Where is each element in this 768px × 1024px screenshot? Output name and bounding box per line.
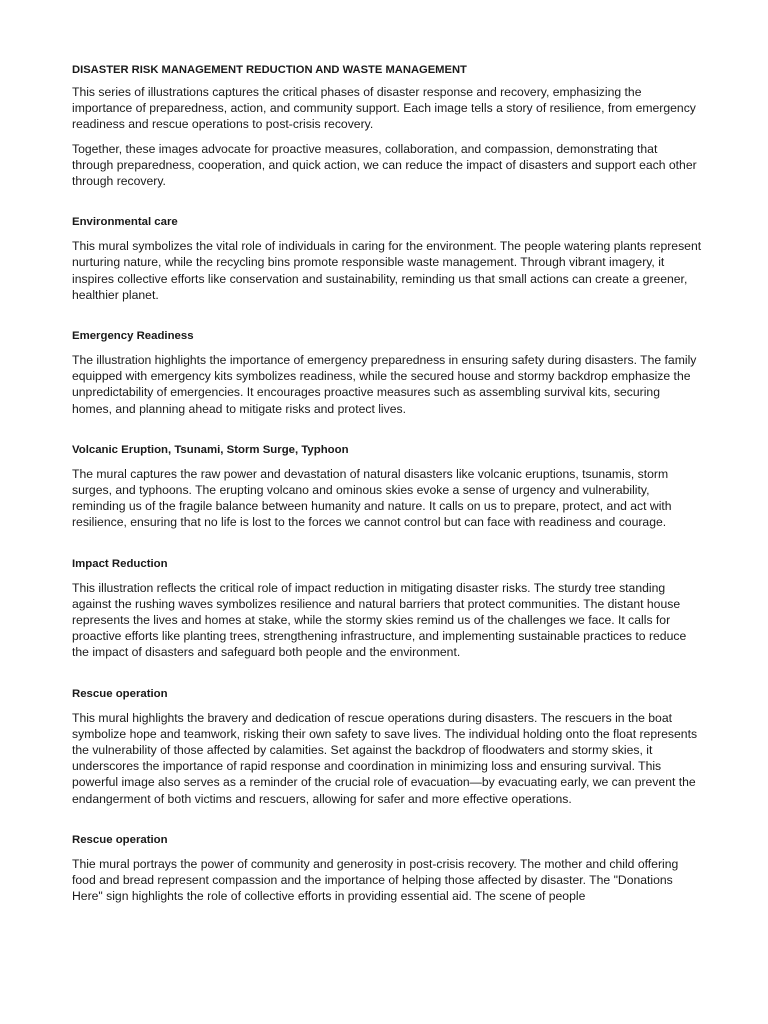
document-title: DISASTER RISK MANAGEMENT REDUCTION AND WASTE MANAGEMENT — [72, 64, 467, 76]
section-body: This illustration reflects the critical role of impact reduction in mitigating disaster risks. The sturdy tree standing against the rushing waves symbolizes resilience and natural barriers that protect communities. The distant house represents the lives and homes at stake, while the stormy skies remind us of the challenges we face. It calls for proactive efforts like planting trees, strengthening infrastructure, and implementing sustainable practices to reduce the impact of disasters and safeguard both people and the environment. — [72, 580, 687, 660]
section-heading: Rescue operation — [72, 687, 168, 700]
section-body: This mural highlights the bravery and dedication of rescue operations during disasters. The rescuers in the boat symbolize hope and teamwork, risking their own safety to save lives. The individual holding onto the float represents the vulnerability of those affected by calamities. Set against the backdrop of floodwaters and stormy skies, it underscores the importance of rapid response and coordination in minimizing loss and ensuring survival. This powerful image also serves as a reminder of the crucial role of evacuation—by evacuating early, we can prevent the endangerment of both victims and rescuers, allowing for safer and more effective operations. — [72, 710, 698, 806]
section-heading: Impact Reduction — [72, 557, 168, 570]
section-environmental-care — [72, 214, 702, 303]
section-natural-disasters — [72, 442, 702, 531]
intro-paragraph: This series of illustrations captures the critical phases of disaster response and recovery, emphasizing the importance of preparedness, action, and community support. Each image tells a story of resilience, from emergency readiness and rescue operations to post-crisis recovery. — [72, 85, 696, 132]
section-body: This mural symbolizes the vital role of individuals in caring for the environment. The people watering plants represent nurturing nature, while the recycling bins promote responsible waste management. Through vibrant imagery, it inspires collective efforts like conservation and sustainability, reminding us that small actions can create a greener, healthier planet. — [72, 239, 702, 302]
section-impact-reduction — [72, 556, 702, 661]
section-heading: Volcanic Eruption, Tsunami, Storm Surge, Typhoon — [72, 443, 349, 456]
section-heading: Environmental care — [72, 216, 178, 229]
section-body: Thie mural portrays the power of community and generosity in post-crisis recovery. The mother and child offering food and bread represent compassion and the importance of helping those affected by disaster. The "Donations Here" sign highlights the role of collective efforts in providing essential aid. The scene of people — [72, 856, 679, 904]
section-heading: Rescue operation — [72, 833, 168, 846]
section-body: The mural captures the raw power and devastation of natural disasters like volcanic eruptions, tsunamis, storm surges, and typhoons. The erupting volcano and ominous skies evoke a sense of urgency and vulnerability, reminding us of the fragile balance between humanity and nature. It calls on us to prepare, protect, and act with resilience, ensuring that no life is lost to the forces we cannot control but can face with readiness and courage. — [72, 466, 672, 530]
section-body: The illustration highlights the importance of emergency preparedness in ensuring safety during disasters. The family equipped with emergency kits symbolizes readiness, while the secured house and stormy backdrop emphasize the unpredictability of emergencies. It encourages proactive measures such as assembling survival kits, securing homes, and planning ahead to mitigate risks and protect lives. — [72, 353, 697, 416]
section-heading: Emergency Readiness — [72, 330, 194, 343]
section-rescue-operation-recovery — [72, 832, 702, 905]
section-emergency-readiness — [72, 328, 702, 417]
section-rescue-operation — [72, 686, 702, 807]
document-content — [72, 62, 702, 905]
intro-paragraph: Together, these images advocate for proactive measures, collaboration, and compassion, demonstrating that through preparedness, cooperation, and quick action, we can reduce the impact of disasters and support each other through recovery. — [72, 141, 697, 189]
